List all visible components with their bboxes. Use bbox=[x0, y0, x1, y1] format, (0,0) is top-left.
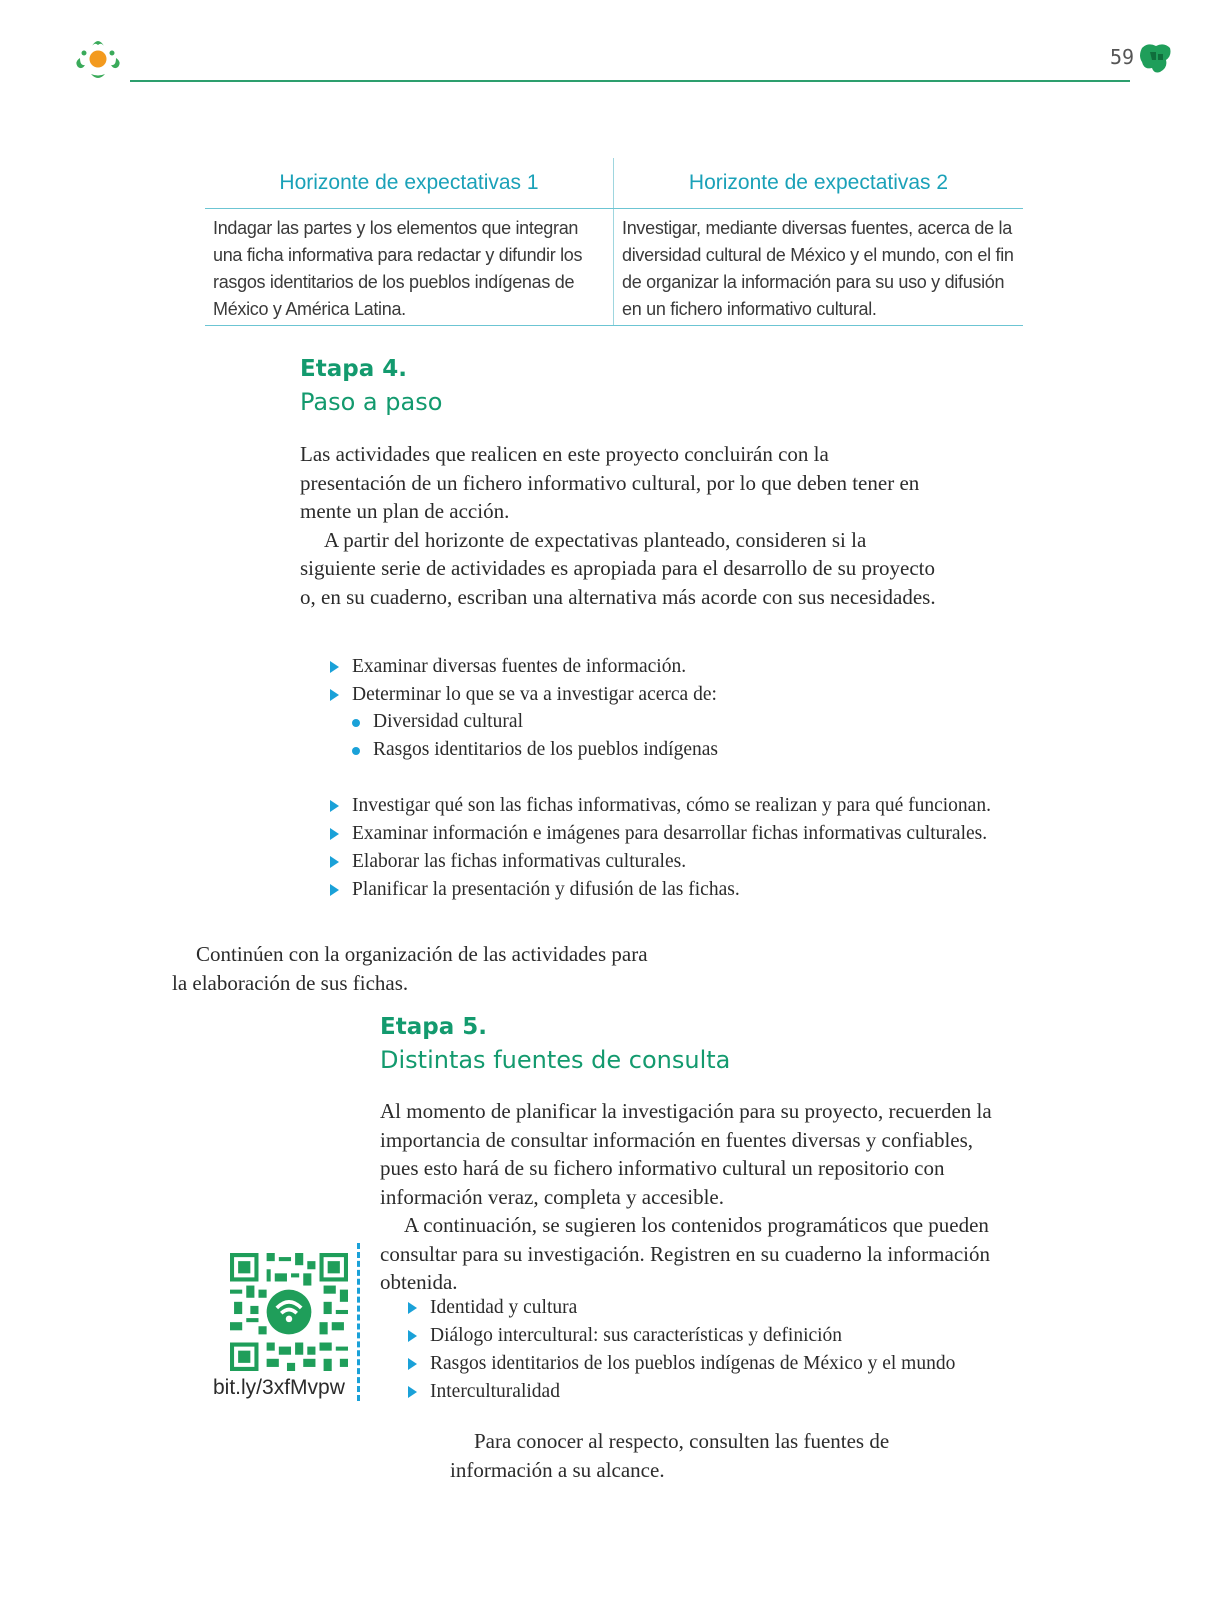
stage4-activity-list-b bbox=[352, 792, 991, 904]
table-header-1: Horizonte de expectativas 1 bbox=[205, 158, 614, 209]
series-logo-icon bbox=[70, 34, 126, 86]
table-header-2: Horizonte de expectativas 2 bbox=[614, 158, 1024, 209]
page-number: 59 bbox=[1110, 45, 1135, 69]
list-item: Determinar lo que se va a investigar acerca de: bbox=[352, 681, 717, 709]
stage5-intro bbox=[380, 1097, 1010, 1297]
stage5-topic-list bbox=[430, 1294, 955, 1406]
stage5-number: Etapa 5. bbox=[380, 1014, 487, 1040]
list-item: Planificar la presentación y difusión de las fichas. bbox=[352, 876, 991, 904]
stage4-closing: Continúen con la organización de las actividades para la elaboración de sus fichas. bbox=[172, 942, 648, 995]
table-cell-1: Indagar las partes y los elementos que integran una ficha informativa para redactar y difundir los rasgos identitarios de los pueblos indígenas de México y América Latina. bbox=[205, 209, 614, 326]
header-rule bbox=[130, 80, 1130, 82]
stage5-closing: Para conocer al respecto, consulten las fuentes de información a su alcance. bbox=[450, 1429, 890, 1482]
table-cell-2: Investigar, mediante diversas fuentes, acerca de la diversidad cultural de México y el mundo, con el fin de organizar la información para su uso y difusión en un fichero informativo cultural. bbox=[614, 209, 1024, 326]
stage4-activity-list-a bbox=[352, 653, 717, 709]
stage4-paragraph-1: Las actividades que realicen en este proyecto concluirán con la presentación de un fichero informativo cultural, por lo que deben tener en mente un plan de acción. bbox=[300, 442, 920, 523]
stage4-number: Etapa 4. bbox=[300, 356, 407, 382]
list-item: Identidad y cultura bbox=[430, 1294, 955, 1322]
list-item: Interculturalidad bbox=[430, 1378, 955, 1406]
list-item: Rasgos identitarios de los pueblos indígenas de México y el mundo bbox=[430, 1350, 955, 1378]
list-item: Examinar diversas fuentes de información. bbox=[352, 653, 717, 681]
qr-short-link[interactable]: bit.ly/3xfMvpw bbox=[213, 1376, 345, 1399]
list-item: Examinar información e imágenes para desarrollar fichas informativas culturales. bbox=[352, 820, 991, 848]
list-item: Investigar qué son las fichas informativas, cómo se realizan y para qué funcionan. bbox=[352, 792, 991, 820]
qr-code-icon[interactable] bbox=[230, 1253, 348, 1371]
expectations-table bbox=[205, 158, 1023, 326]
stage4-paragraph-2: A partir del horizonte de expectativas planteado, consideren si la siguiente serie de actividades es apropiada para el desarrollo de su proyecto o, en su cuaderno, escriban una alternativa más acorde con sus necesidades. bbox=[300, 527, 936, 609]
stage5-paragraph-1: Al momento de planificar la investigación para su proyecto, recuerden la importancia de consultar información en fuentes diversas y confiables, pues esto hará de su fichero informativo cultural un repositorio con información veraz, completa y accesible. bbox=[380, 1099, 992, 1209]
green-glyph-icon bbox=[1138, 40, 1174, 76]
stage5-title: Distintas fuentes de consulta bbox=[380, 1046, 731, 1074]
stage4-intro bbox=[300, 440, 940, 611]
list-item: Elaborar las fichas informativas culturales. bbox=[352, 848, 991, 876]
stage5-paragraph-2: A continuación, se sugieren los contenidos programáticos que pueden consultar para su investigación. Registren en su cuaderno la información obtenida. bbox=[380, 1213, 990, 1294]
list-item: Diversidad cultural bbox=[373, 708, 718, 736]
qr-divider bbox=[357, 1243, 360, 1401]
list-item: Diálogo intercultural: sus características y definición bbox=[430, 1322, 955, 1350]
stage4-title: Paso a paso bbox=[300, 388, 443, 416]
stage4-sublist bbox=[373, 708, 718, 764]
list-item: Rasgos identitarios de los pueblos indígenas bbox=[373, 736, 718, 764]
